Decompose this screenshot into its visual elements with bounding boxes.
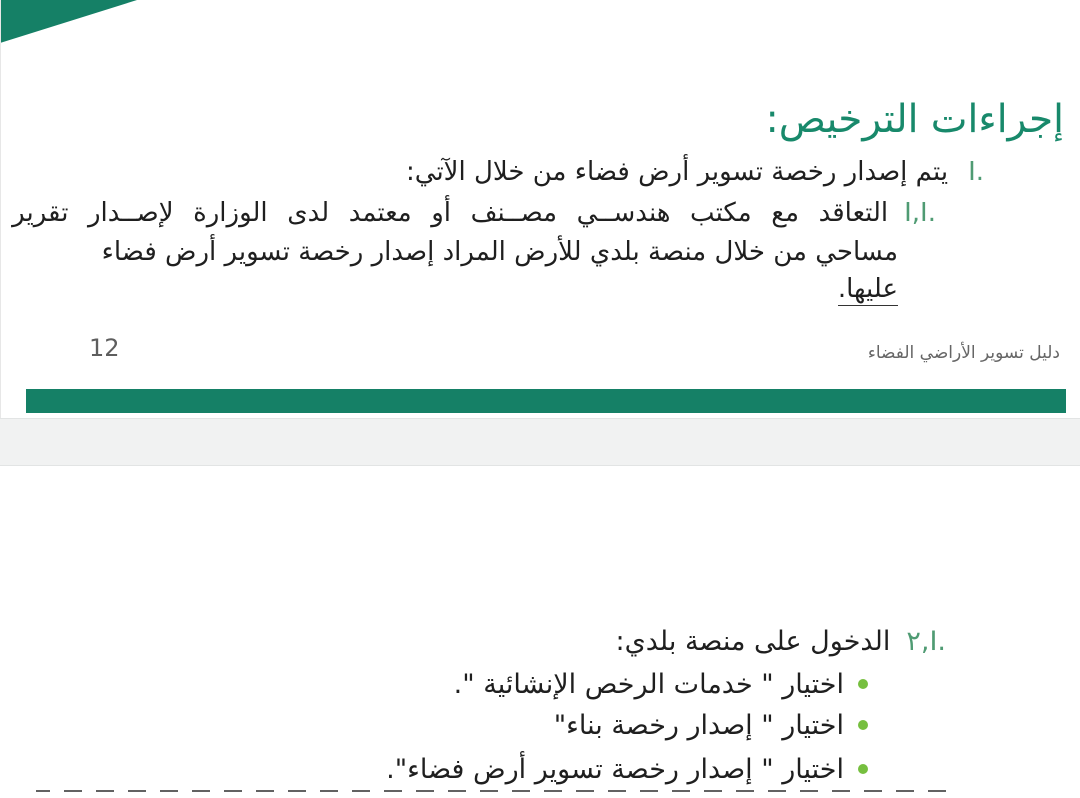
procedure-item-1-number: .I	[968, 157, 984, 187]
bullet-text-construction-license-services: اختيار " خدمات الرخص الإنشائية ".	[453, 669, 844, 700]
bullet-text-building-permit: اختيار " إصدار رخصة بناء"	[553, 710, 844, 741]
procedure-item-1-1-number: .I,I	[904, 198, 936, 228]
green-bullet-icon	[858, 679, 868, 689]
procedure-item-1-1-line-1	[12, 194, 936, 232]
page-number: 12	[89, 334, 120, 362]
procedure-item-1-2-text: الدخول على منصة بلدي:	[615, 626, 891, 657]
procedure-item-1-text: يتم إصدار رخصة تسوير أرض فضاء من خلال الآتي:	[406, 157, 949, 187]
procedure-item-1-1-text-line-3: عليها.	[837, 274, 898, 304]
corner-decoration	[0, 0, 137, 43]
document-page-13	[0, 466, 1080, 798]
cropped-next-line	[0, 790, 1080, 798]
procedure-item-1-1-text-line-1: التعاقد مع مكتب هندســي مصــنف أو معتمد لدى الوزارة لإصــدار تقرير	[12, 198, 889, 228]
guide-footer-label: دليل تسوير الأراضي الفضاء	[867, 343, 1060, 363]
bullet-vacant-land-fencing-permit	[386, 751, 868, 789]
green-bullet-icon	[858, 764, 868, 774]
procedure-item-1-2	[616, 623, 946, 661]
bullet-construction-license-services	[454, 666, 868, 704]
page-separator	[0, 418, 1080, 466]
procedure-item-1-1-text-line-2: مساحي من خلال منصة بلدي للأرض المراد إصدار رخصة تسوير أرض فضاء	[101, 237, 898, 267]
bullet-building-permit	[554, 707, 868, 745]
bullet-text-vacant-land-fencing-permit: اختيار " إصدار رخصة تسوير أرض فضاء".	[386, 754, 844, 785]
procedure-item-1	[406, 153, 984, 191]
procedure-item-1-1-line-3	[838, 270, 898, 308]
green-bullet-icon	[858, 720, 868, 730]
green-footer-band	[26, 389, 1066, 413]
licensing-procedures-title: إجراءات الترخيص:	[765, 97, 1064, 142]
page-left-edge	[0, 0, 1, 418]
procedure-item-1-2-number: .I,٢	[906, 626, 946, 657]
